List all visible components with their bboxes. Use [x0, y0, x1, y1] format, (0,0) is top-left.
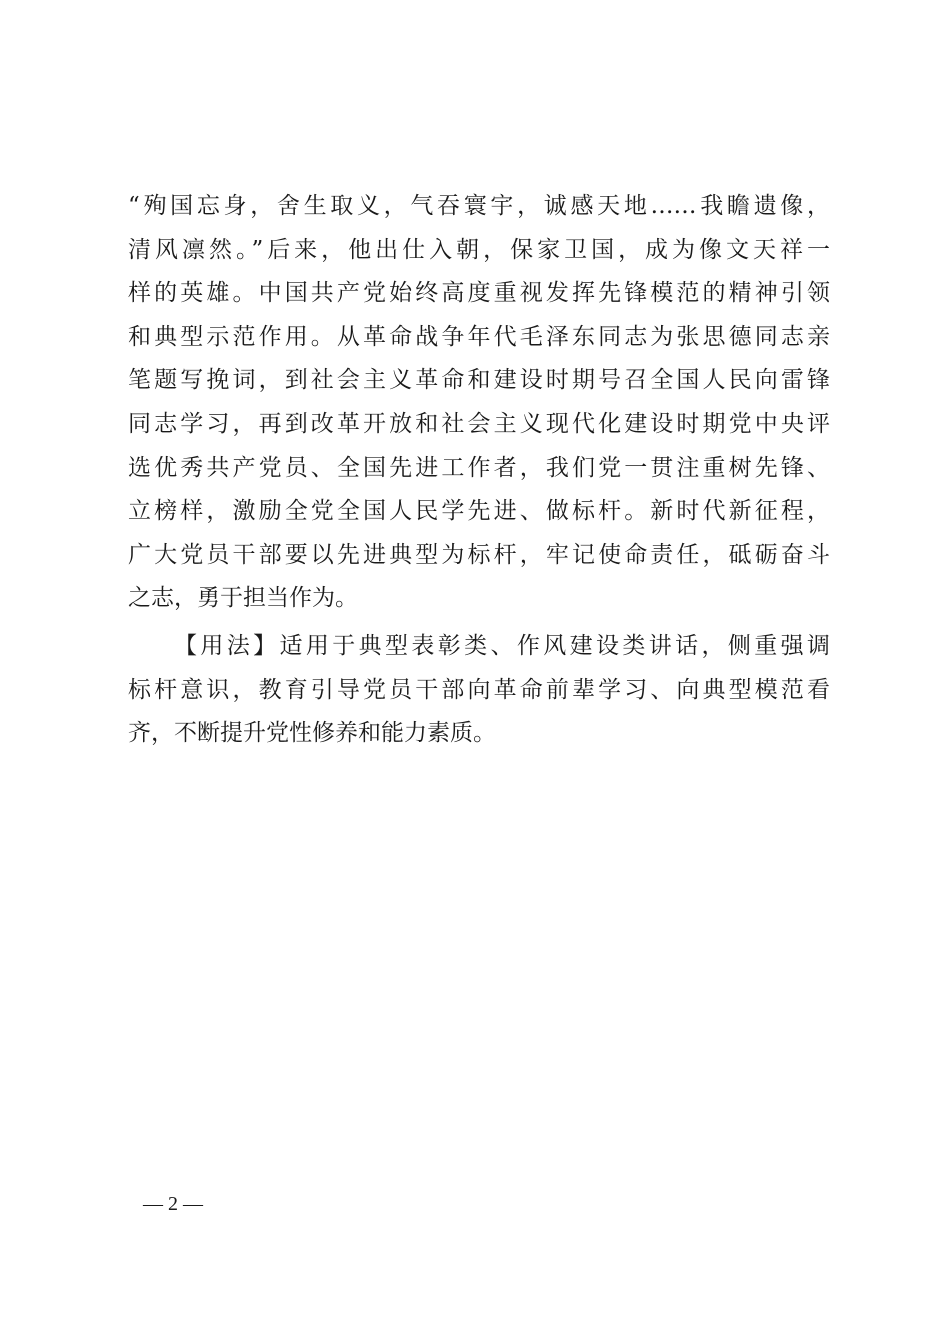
text-line: 广大党员干部要以先进典型为标杆，牢记使命责任，砥砺奋斗 — [128, 541, 830, 568]
text-line: 齐，不断提升党性修养和能力素质。 — [128, 720, 496, 747]
body-text — [128, 185, 830, 756]
text-line: 之志，勇于担当作为。 — [128, 585, 358, 612]
text-line: 同志学习，再到改革开放和社会主义现代化建设时期党中央评 — [128, 410, 830, 437]
text-line: 选优秀共产党员、全国先进工作者，我们党一贯注重树先锋、 — [128, 454, 830, 481]
text-line: “殉国忘身，舍生取义，气吞寰宇，诚感天地……我瞻遗像， — [128, 193, 830, 219]
text-line: 笔题写挽词，到社会主义革命和建设时期号召全国人民向雷锋 — [128, 367, 830, 394]
text-line: 清风凛然。”后来，他出仕入朝，保家卫国，成为像文天祥一 — [128, 236, 830, 263]
text-line: 【用法】适用于典型表彰类、作风建设类讲话，侧重强调 — [174, 632, 830, 659]
paragraph-1 — [128, 185, 830, 621]
text-line: 样的英雄。中国共产党始终高度重视发挥先锋模范的精神引领 — [128, 280, 830, 307]
paragraph-2 — [128, 625, 830, 756]
text-line: 和典型示范作用。从革命战争年代毛泽东同志为张思德同志亲 — [128, 323, 830, 350]
text-line: 标杆意识，教育引导党员干部向革命前辈学习、向典型模范看 — [128, 676, 830, 703]
text-line: 立榜样，激励全党全国人民学先进、做标杆。新时代新征程， — [128, 498, 830, 525]
page-number: — 2 — — [143, 1193, 203, 1215]
